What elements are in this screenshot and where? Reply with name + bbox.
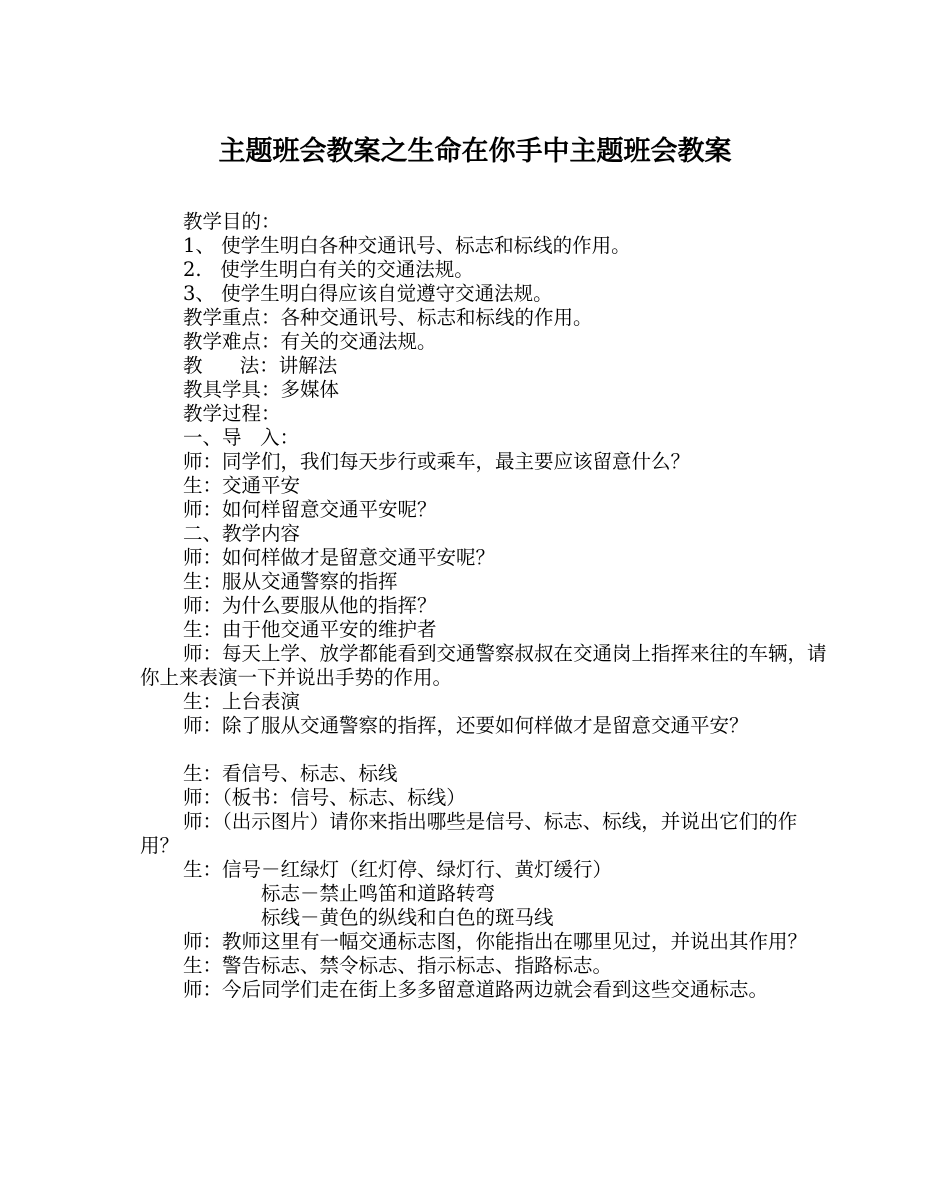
paragraph: 教 法：讲解法 — [183, 354, 338, 377]
paragraph: 生：信号－红绿灯（红灯停、绿灯行、黄灯缓行） — [183, 858, 613, 881]
paragraph: 师：每天上学、放学都能看到交通警察叔叔在交通岗上指挥来往的车辆，请你上来表演一下并说出手势的作用。 — [140, 642, 827, 689]
paragraph: 师：同学们，我们每天步行或乘车，最主要应该留意什么？ — [183, 450, 691, 473]
paragraph: 师：（出示图片）请你来指出哪些是信号、标志、标线，并说出它们的作用？ — [140, 810, 798, 857]
paragraph: 生：服从交通警察的指挥 — [183, 570, 398, 593]
paragraph: 师：如何样留意交通平安呢？ — [183, 498, 437, 521]
document-title: 主题班会教案之生命在你手中主题班会教案 — [218, 136, 732, 167]
paragraph: 师：除了服从交通警察的指挥，还要如何样做才是留意交通平安？ — [183, 714, 749, 737]
paragraph: 生：警告标志、禁令标志、指示标志、指路标志。 — [183, 954, 613, 977]
paragraph: 教具学具：多媒体 — [183, 378, 340, 401]
paragraph: 生：看信号、标志、标线 — [183, 762, 398, 785]
blank-line — [140, 738, 830, 762]
paragraph: 教学过程： — [183, 402, 281, 425]
paragraph: 1、 使学生明白各种交通讯号、标志和标线的作用。 — [183, 234, 631, 257]
paragraph-indented: 标线－黄色的纵线和白色的斑马线 — [261, 906, 554, 929]
paragraph: 2. 使学生明白有关的交通法规。 — [183, 258, 474, 281]
document-body — [140, 210, 830, 1002]
paragraph: 生：上台表演 — [183, 690, 301, 713]
paragraph: 二、教学内容 — [183, 522, 301, 545]
paragraph: 生：由于他交通平安的维护者 — [183, 618, 437, 641]
paragraph: 师：教师这里有一幅交通标志图，你能指出在哪里见过，并说出其作用？ — [183, 930, 808, 953]
paragraph-indented: 标志－禁止鸣笛和道路转弯 — [261, 882, 496, 905]
paragraph: 生：交通平安 — [183, 474, 301, 497]
paragraph: 师：如何样做才是留意交通平安呢？ — [183, 546, 496, 569]
paragraph: 一、导 入： — [183, 426, 300, 449]
paragraph: 师：今后同学们走在街上多多留意道路两边就会看到这些交通标志。 — [183, 978, 769, 1001]
paragraph: 3、 使学生明白得应该自觉遵守交通法规。 — [183, 282, 553, 305]
paragraph: 教学目的： — [183, 210, 281, 233]
paragraph: 师：（板书：信号、标志、标线） — [183, 786, 466, 809]
paragraph: 教学难点：有关的交通法规。 — [183, 330, 437, 353]
paragraph: 师：为什么要服从他的指挥？ — [183, 594, 437, 617]
paragraph: 教学重点：各种交通讯号、标志和标线的作用。 — [183, 306, 593, 329]
